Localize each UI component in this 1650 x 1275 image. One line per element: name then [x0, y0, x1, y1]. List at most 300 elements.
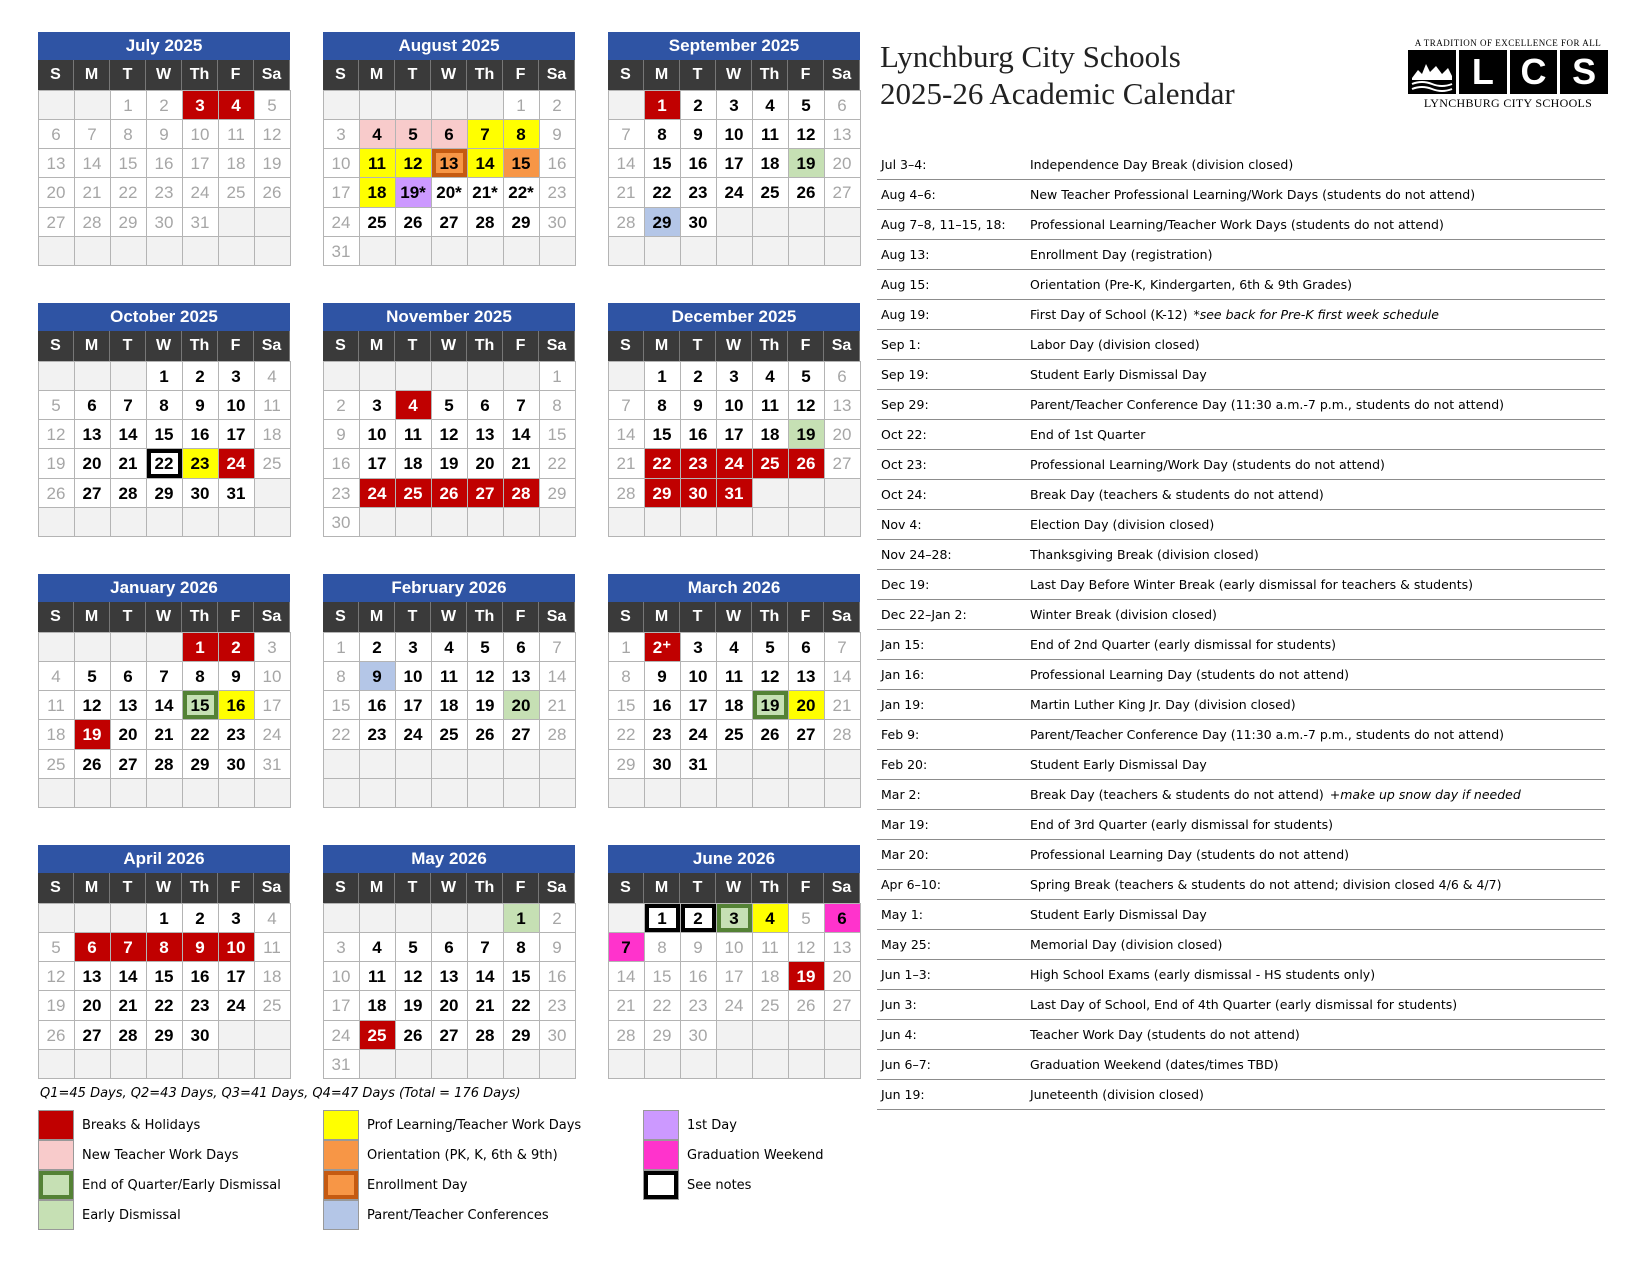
weekday-header: S: [38, 60, 74, 90]
event-text: Juneteenth (division closed): [1030, 1087, 1204, 1102]
day-cell: 29: [146, 1020, 183, 1050]
event-row: [877, 330, 1605, 360]
day-cell: 11: [752, 390, 789, 420]
event-text: Teacher Work Day (students do not attend): [1030, 1027, 1300, 1042]
day-cell: 10: [218, 390, 255, 420]
event-date: Sep 29:: [881, 397, 929, 412]
event-date: Nov 4:: [881, 517, 922, 532]
day-cell: 18: [359, 177, 396, 207]
day-cell: 19: [74, 719, 111, 749]
empty-day-cell: [467, 778, 504, 808]
day-cell: 3: [716, 361, 753, 391]
day-cell: 8: [323, 661, 360, 691]
event-text: Orientation (Pre-K, Kindergarten, 6th & 9th Grades): [1030, 277, 1352, 292]
day-cell: 23: [182, 990, 219, 1020]
day-cell: 16: [539, 961, 576, 991]
event-row: [877, 750, 1605, 780]
empty-day-cell: [323, 749, 360, 779]
day-cell: 20: [110, 719, 147, 749]
day-cell: 18: [254, 961, 291, 991]
event-row: [877, 930, 1605, 960]
day-cell: 13: [431, 148, 468, 178]
event-row: [877, 690, 1605, 720]
weekday-header: M: [359, 602, 395, 632]
day-cell: 6: [503, 632, 540, 662]
event-text: Graduation Weekend (dates/times TBD): [1030, 1057, 1279, 1072]
empty-day-cell: [431, 507, 468, 537]
event-text: Spring Break (teachers & students do not attend; division closed 4/6 & 4/7): [1030, 877, 1502, 892]
event-description: [1030, 1087, 1605, 1102]
day-cell: 14: [74, 148, 111, 178]
legend-label: See notes: [687, 1177, 752, 1193]
empty-day-cell: [608, 236, 645, 266]
day-cell: 18: [752, 148, 789, 178]
event-text: Last Day of School, End of 4th Quarter (early dismissal for students): [1030, 997, 1458, 1012]
day-cell: 25: [359, 207, 396, 237]
day-cell: 23: [644, 719, 681, 749]
day-cell: 4: [431, 632, 468, 662]
empty-day-cell: [788, 1049, 825, 1079]
weekday-header: F: [503, 331, 539, 361]
day-cell: 26: [788, 990, 825, 1020]
event-date: Nov 24–28:: [881, 547, 952, 562]
day-cell: 11: [359, 148, 396, 178]
legend-item: [323, 1110, 581, 1140]
day-cell: 25: [752, 448, 789, 478]
empty-day-cell: [146, 236, 183, 266]
day-cell: 15: [608, 690, 645, 720]
day-cell: 12: [254, 119, 291, 149]
empty-day-cell: [752, 207, 789, 237]
day-cell: 27: [824, 177, 861, 207]
empty-day-cell: [38, 90, 75, 120]
title-line-1: Lynchburg City Schools: [880, 39, 1181, 74]
empty-day-cell: [74, 903, 111, 933]
weekday-header: W: [146, 60, 182, 90]
day-cell: 26: [467, 719, 504, 749]
month-calendar: [38, 32, 290, 266]
day-cell: 21: [608, 177, 645, 207]
day-cell: 19: [254, 148, 291, 178]
weekday-header: F: [218, 60, 254, 90]
day-cell: 19: [788, 961, 825, 991]
title-line-2: 2025-26 Academic Calendar: [880, 76, 1235, 111]
month-title: November 2025: [323, 303, 575, 331]
empty-day-cell: [359, 749, 396, 779]
event-description: [1030, 727, 1605, 742]
empty-day-cell: [467, 361, 504, 391]
day-cell: 19: [38, 448, 75, 478]
day-cell: 25: [395, 478, 432, 508]
empty-day-cell: [752, 1020, 789, 1050]
event-date: May 1:: [881, 907, 923, 922]
legend-item: [643, 1170, 751, 1200]
day-cell: 28: [110, 1020, 147, 1050]
day-cell: 9: [323, 419, 360, 449]
day-cell: 28: [608, 207, 645, 237]
day-cell: 15: [539, 419, 576, 449]
empty-day-cell: [395, 507, 432, 537]
weekday-header: Sa: [539, 873, 575, 903]
day-cell: 7: [110, 932, 147, 962]
day-cell: 14: [467, 148, 504, 178]
day-cell: 8: [644, 119, 681, 149]
legend-item: [38, 1170, 281, 1200]
day-cell: 23: [182, 448, 219, 478]
empty-day-cell: [752, 478, 789, 508]
day-cell: 10: [323, 961, 360, 991]
weekday-header: Sa: [539, 331, 575, 361]
day-cell: 8: [644, 932, 681, 962]
empty-day-cell: [74, 361, 111, 391]
day-cell: 13: [110, 690, 147, 720]
event-text: Professional Learning Day (students do not attend): [1030, 847, 1350, 862]
day-cell: 21: [110, 448, 147, 478]
day-cell: 19: [467, 690, 504, 720]
day-cell: 14: [110, 961, 147, 991]
event-text: Enrollment Day (registration): [1030, 247, 1213, 262]
month-title: September 2025: [608, 32, 860, 60]
day-cell: 15: [503, 961, 540, 991]
day-cell: 26: [38, 1020, 75, 1050]
day-cell: 27: [74, 478, 111, 508]
empty-day-cell: [74, 632, 111, 662]
empty-day-cell: [503, 749, 540, 779]
weekday-header: M: [644, 602, 680, 632]
empty-day-cell: [110, 778, 147, 808]
day-cell: 24: [716, 448, 753, 478]
empty-day-cell: [74, 507, 111, 537]
weekday-header: M: [644, 873, 680, 903]
day-cell: 12: [395, 148, 432, 178]
empty-day-cell: [752, 236, 789, 266]
day-cell: 10: [716, 932, 753, 962]
day-cell: 23: [539, 177, 576, 207]
weekday-header: T: [680, 602, 716, 632]
empty-day-cell: [467, 1049, 504, 1079]
day-cell: 17: [395, 690, 432, 720]
event-row: [877, 450, 1605, 480]
events-list: [877, 150, 1605, 1110]
day-cell: 4: [716, 632, 753, 662]
event-note: +make up snow day if needed: [1329, 787, 1521, 802]
month-title: June 2026: [608, 845, 860, 873]
day-cell: 23: [146, 177, 183, 207]
legend-swatch: [38, 1200, 74, 1230]
empty-day-cell: [788, 749, 825, 779]
weekday-header: S: [323, 873, 359, 903]
weekday-header: W: [716, 60, 752, 90]
weekday-header: Sa: [539, 602, 575, 632]
weekday-header: T: [395, 331, 431, 361]
empty-day-cell: [788, 778, 825, 808]
weekday-header: Th: [182, 331, 218, 361]
day-cell: 3: [254, 632, 291, 662]
day-cell: 21: [608, 448, 645, 478]
event-text: Student Early Dismissal Day: [1030, 367, 1207, 382]
weekday-header: Th: [182, 60, 218, 90]
event-description: [1030, 607, 1605, 622]
weekday-header: M: [644, 60, 680, 90]
day-cell: 7: [146, 661, 183, 691]
empty-day-cell: [110, 903, 147, 933]
event-date: May 25:: [881, 937, 931, 952]
weekday-header: S: [323, 602, 359, 632]
day-cell: 17: [218, 961, 255, 991]
day-cell: 28: [608, 478, 645, 508]
empty-day-cell: [359, 90, 396, 120]
day-cell: 12: [788, 390, 825, 420]
weekday-header: Sa: [254, 331, 290, 361]
event-description: [1030, 247, 1605, 262]
day-cell: 25: [254, 448, 291, 478]
weekday-header: T: [395, 602, 431, 632]
event-description: [1030, 577, 1605, 592]
empty-day-cell: [824, 478, 861, 508]
day-cell: 26: [395, 207, 432, 237]
day-cell: 3: [218, 361, 255, 391]
empty-day-cell: [824, 507, 861, 537]
month-calendar: [38, 303, 290, 537]
empty-day-cell: [359, 903, 396, 933]
event-row: [877, 240, 1605, 270]
day-cell: 2: [680, 90, 717, 120]
empty-day-cell: [503, 507, 540, 537]
day-cell: 6: [467, 390, 504, 420]
day-cell: 18: [218, 148, 255, 178]
empty-day-cell: [824, 778, 861, 808]
empty-day-cell: [323, 778, 360, 808]
month-title: October 2025: [38, 303, 290, 331]
day-cell: 2: [146, 90, 183, 120]
weekday-header: T: [110, 331, 146, 361]
day-cell: 18: [254, 419, 291, 449]
event-text: Break Day (teachers & students do not attend): [1030, 487, 1324, 502]
weekday-header: M: [359, 331, 395, 361]
weekday-header: M: [359, 873, 395, 903]
empty-day-cell: [254, 1049, 291, 1079]
event-row: [877, 900, 1605, 930]
day-cell: 19: [752, 690, 789, 720]
day-cell: 1: [503, 903, 540, 933]
day-cell: 1: [323, 632, 360, 662]
day-cell: 9: [539, 119, 576, 149]
day-cell: 26: [752, 719, 789, 749]
event-date: Jul 3–4:: [881, 157, 927, 172]
weekday-header: Sa: [824, 60, 860, 90]
day-cell: 7: [467, 119, 504, 149]
day-cell: 11: [716, 661, 753, 691]
day-cell: 8: [146, 390, 183, 420]
day-cell: 2: [680, 361, 717, 391]
day-cell: 29: [503, 207, 540, 237]
empty-day-cell: [74, 236, 111, 266]
day-cell: 27: [503, 719, 540, 749]
day-cell: 23: [218, 719, 255, 749]
event-text: Parent/Teacher Conference Day (11:30 a.m.-7 p.m., students do not attend): [1030, 397, 1504, 412]
day-cell: 22: [146, 990, 183, 1020]
event-date: Aug 7–8, 11–15, 18:: [881, 217, 1006, 232]
day-cell: 10: [359, 419, 396, 449]
empty-day-cell: [359, 507, 396, 537]
day-cell: 16: [680, 148, 717, 178]
day-cell: 30: [680, 207, 717, 237]
day-cell: 20: [824, 148, 861, 178]
day-cell: 26: [788, 177, 825, 207]
logo-letter-s: S: [1560, 50, 1608, 94]
day-cell: 27: [431, 1020, 468, 1050]
empty-day-cell: [359, 236, 396, 266]
event-description: [1030, 277, 1605, 292]
day-cell: 10: [395, 661, 432, 691]
day-cell: 17: [323, 177, 360, 207]
weekday-header: F: [503, 60, 539, 90]
day-cell: 28: [467, 207, 504, 237]
month-title: July 2025: [38, 32, 290, 60]
empty-day-cell: [539, 778, 576, 808]
day-cell: 24: [680, 719, 717, 749]
day-cell: 27: [788, 719, 825, 749]
day-cell: 18: [716, 690, 753, 720]
legend-item: [643, 1110, 737, 1140]
empty-day-cell: [467, 90, 504, 120]
day-cell: 5: [395, 119, 432, 149]
event-description: [1030, 397, 1605, 412]
event-text: Student Early Dismissal Day: [1030, 907, 1207, 922]
legend-swatch: [643, 1110, 679, 1140]
empty-day-cell: [752, 778, 789, 808]
empty-day-cell: [110, 361, 147, 391]
empty-day-cell: [359, 1049, 396, 1079]
weekday-header: W: [146, 873, 182, 903]
day-cell: 8: [182, 661, 219, 691]
day-cell: 8: [644, 390, 681, 420]
weekday-header: M: [74, 602, 110, 632]
day-cell: 6: [824, 90, 861, 120]
day-cell: 19: [38, 990, 75, 1020]
day-cell: 14: [824, 661, 861, 691]
weekday-header: F: [788, 60, 824, 90]
weekday-header: Th: [752, 60, 788, 90]
month-calendar: [608, 32, 860, 266]
event-date: Oct 24:: [881, 487, 927, 502]
event-date: Jun 6–7:: [881, 1057, 931, 1072]
day-cell: 19: [788, 148, 825, 178]
event-row: [877, 210, 1605, 240]
day-cell: 26: [431, 478, 468, 508]
weekday-header: F: [788, 331, 824, 361]
day-cell: 9: [218, 661, 255, 691]
day-cell: 29: [503, 1020, 540, 1050]
day-cell: 6: [110, 661, 147, 691]
day-cell: 29: [644, 207, 681, 237]
empty-day-cell: [38, 903, 75, 933]
empty-day-cell: [680, 507, 717, 537]
weekday-header: Th: [467, 873, 503, 903]
empty-day-cell: [431, 903, 468, 933]
day-cell: 27: [431, 207, 468, 237]
day-cell: 16: [182, 961, 219, 991]
event-date: Dec 22–Jan 2:: [881, 607, 967, 622]
day-cell: 22: [503, 990, 540, 1020]
event-row: [877, 390, 1605, 420]
empty-day-cell: [74, 90, 111, 120]
empty-day-cell: [716, 1049, 753, 1079]
weekday-header: Sa: [254, 873, 290, 903]
legend-label: Parent/Teacher Conferences: [367, 1207, 549, 1223]
day-cell: 29: [110, 207, 147, 237]
event-description: [1030, 997, 1605, 1012]
day-cell: 31: [218, 478, 255, 508]
weekday-header: Sa: [824, 602, 860, 632]
empty-day-cell: [74, 778, 111, 808]
event-row: [877, 960, 1605, 990]
legend-label: Prof Learning/Teacher Work Days: [367, 1117, 582, 1133]
empty-day-cell: [182, 507, 219, 537]
logo-letter-l: L: [1459, 50, 1507, 94]
empty-day-cell: [431, 1049, 468, 1079]
empty-day-cell: [644, 778, 681, 808]
empty-day-cell: [539, 749, 576, 779]
day-cell: 22: [608, 719, 645, 749]
event-date: Mar 2:: [881, 787, 921, 802]
weekday-header: T: [110, 602, 146, 632]
day-cell: 6: [38, 119, 75, 149]
month-calendar: [323, 32, 575, 266]
day-cell: 7: [608, 119, 645, 149]
day-cell: 2: [323, 390, 360, 420]
empty-day-cell: [539, 1049, 576, 1079]
day-cell: 16: [218, 690, 255, 720]
event-description: [1030, 907, 1605, 922]
day-cell: 13: [824, 119, 861, 149]
weekday-header: T: [680, 60, 716, 90]
event-text: Student Early Dismissal Day: [1030, 757, 1207, 772]
day-cell: 10: [182, 119, 219, 149]
event-description: [1030, 337, 1605, 352]
day-cell: 2: [218, 632, 255, 662]
day-cell: 29: [644, 478, 681, 508]
day-cell: 23: [359, 719, 396, 749]
empty-day-cell: [608, 778, 645, 808]
day-cell: 25: [38, 749, 75, 779]
empty-day-cell: [431, 361, 468, 391]
empty-day-cell: [359, 778, 396, 808]
day-cell: 26: [395, 1020, 432, 1050]
day-cell: 30: [539, 1020, 576, 1050]
empty-day-cell: [38, 1049, 75, 1079]
month-title: May 2026: [323, 845, 575, 873]
empty-day-cell: [503, 236, 540, 266]
day-cell: 10: [680, 661, 717, 691]
day-cell: 1: [110, 90, 147, 120]
weekday-header: F: [218, 602, 254, 632]
legend-label: End of Quarter/Early Dismissal: [82, 1177, 281, 1193]
event-date: Aug 13:: [881, 247, 930, 262]
day-cell: 5: [788, 903, 825, 933]
logo-tagline: A TRADITION OF EXCELLENCE FOR ALL: [1414, 38, 1602, 48]
day-cell: 4: [359, 119, 396, 149]
weekday-header: Th: [182, 873, 218, 903]
empty-day-cell: [716, 778, 753, 808]
day-cell: 12: [788, 119, 825, 149]
day-cell: 1: [146, 903, 183, 933]
day-cell: 13: [824, 390, 861, 420]
legend-swatch: [323, 1140, 359, 1170]
day-cell: 5: [38, 932, 75, 962]
day-cell: 20: [824, 419, 861, 449]
event-row: [877, 510, 1605, 540]
